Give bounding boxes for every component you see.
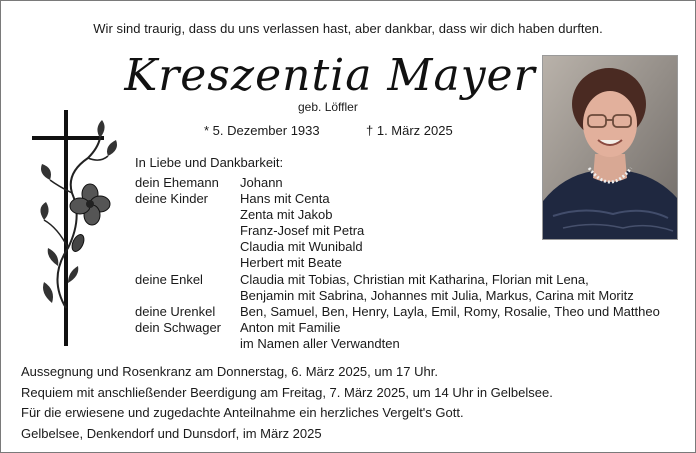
requiem-line: Requiem mit anschließender Beerdigung am Freitag, 7. März 2025, um 14 Uhr in Gelbelsee. [21,384,553,400]
family-relation [135,336,240,352]
family-names: Claudia mit Tobias, Christian mit Katharina, Florian mit Lena, [240,271,589,287]
birth-name: geb. Löffler [298,100,358,114]
service-info [21,362,553,444]
family-names: Franz-Josef mit Petra [240,223,365,239]
family-row [135,304,660,320]
header-quote: Wir sind traurig, dass du uns verlassen hast, aber dankbar, dass wir dich haben durften. [93,21,603,36]
family-relation [135,239,240,255]
family-relation [135,288,240,304]
family-row [135,191,660,207]
family-intro: In Liebe und Dankbarkeit: [135,155,284,170]
family-names: im Namen aller Verwandten [240,335,400,351]
family-relation [135,223,240,239]
family-names: Claudia mit Wunibald [240,239,363,255]
family-names: Herbert mit Beate [240,255,342,271]
family-row [135,175,660,191]
family-row [135,207,660,223]
family-relation: dein Schwager [135,319,221,335]
funeral-rosary-line: Aussegnung und Rosenkranz am Donnerstag, 6. März 2025, um 17 Uhr. [21,364,438,379]
family-relation [135,255,240,271]
family-relation: deine Enkel [135,271,203,287]
family-row [135,320,660,336]
cross-with-flower-icon [28,108,128,348]
family-relation [135,207,240,223]
family-names: Anton mit Familie [240,319,341,335]
family-names: Johann [240,175,283,190]
family-names: Hans mit Centa [240,191,330,207]
family-row [135,255,660,271]
death-date: † 1. März 2025 [366,123,453,138]
family-row [135,239,660,255]
family-relation: deine Kinder [135,191,208,207]
family-names: Benjamin mit Sabrina, Johannes mit Julia, Markus, Carina mit Moritz [240,287,634,303]
deceased-name: Kreszentia Mayer [124,50,536,101]
family-relation: dein Ehemann [135,175,219,190]
family-relation: deine Urenkel [135,303,216,319]
family-row [135,336,660,352]
family-names: Zenta mit Jakob [240,207,333,223]
family-row [135,272,660,288]
family-row [135,223,660,239]
family-names: Ben, Samuel, Ben, Henry, Layla, Emil, Romy, Rosalie, Theo und Mattheo [240,303,660,319]
family-row [135,288,660,304]
birth-date: * 5. Dezember 1933 [204,123,320,138]
family-list [135,175,660,352]
place-date-line: Gelbelsee, Denkendorf und Dunsdorf, im März 2025 [21,425,322,441]
thanks-line: Für die erwiesene und zugedachte Anteilnahme ein herzliches Vergelt's Gott. [21,405,464,420]
